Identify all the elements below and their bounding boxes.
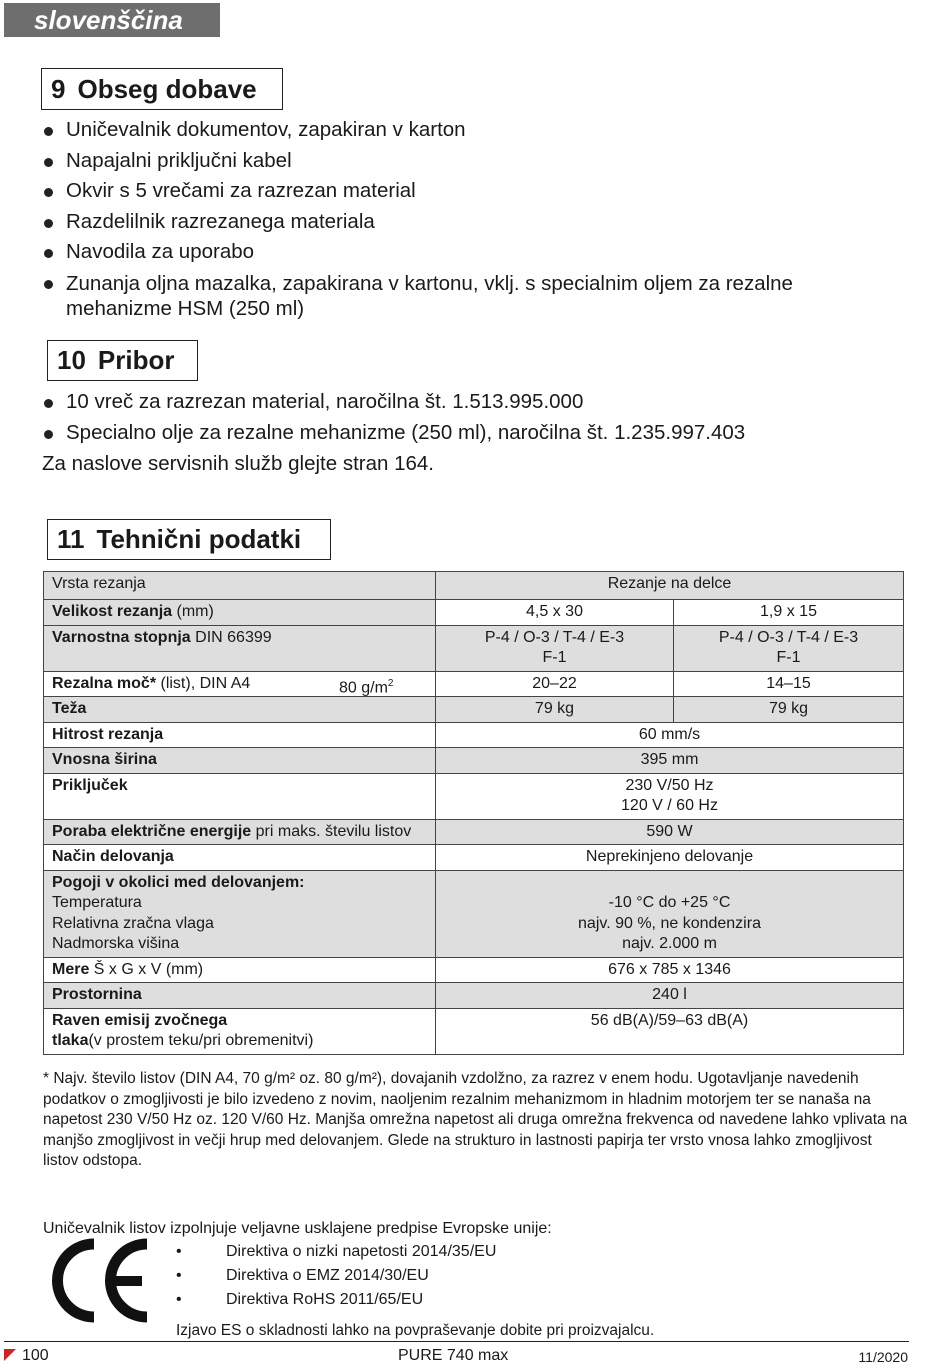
section-number: 9 <box>51 74 66 104</box>
section-title: Obseg dobave <box>77 74 257 104</box>
row-label: Raven emisij zvočnega tlaka(v prostem teku/pri obremenitvi) <box>44 1008 436 1054</box>
table-row <box>44 819 904 845</box>
list-item: • Direktiva RoHS 2011/65/EU <box>176 1288 496 1312</box>
directives-list <box>176 1240 496 1312</box>
cell-value: 230 V/50 Hz 120 V / 60 Hz <box>436 773 904 819</box>
row-label: Poraba električne energije pri maks. številu listov <box>44 819 436 845</box>
service-note: Za naslove servisnih služb glejte stran 164. <box>42 452 434 475</box>
list-item: Navodila za uporabo <box>42 237 872 268</box>
table-row <box>44 697 904 723</box>
list-item: • Direktiva o nizki napetosti 2014/35/EU <box>176 1240 496 1264</box>
list-item: 10 vreč za razrezan material, naročilna št. 1.513.995.000 <box>42 387 902 418</box>
table-row <box>44 748 904 774</box>
section-11-heading <box>47 519 331 560</box>
ce-mark-icon <box>50 1238 150 1323</box>
cell-value: 4,5 x 30 <box>436 600 674 626</box>
cell-value: Neprekinjeno delovanje <box>436 845 904 871</box>
row-label: Prostornina <box>44 983 436 1009</box>
section-number: 10 <box>57 345 86 375</box>
table-row <box>44 845 904 871</box>
table-row <box>44 625 904 671</box>
cell-value: 79 kg <box>436 697 674 723</box>
footer-divider <box>4 1341 909 1342</box>
page-marker-icon <box>4 1349 16 1361</box>
list-item: Napajalni priključni kabel <box>42 146 872 177</box>
row-label: Priključek <box>44 773 436 819</box>
table-row <box>44 773 904 819</box>
table-row <box>44 1008 904 1054</box>
row-label: Velikost rezanja (mm) <box>44 600 436 626</box>
row-label: Pogoji v okolici med delovanjem: Temperatura Relativna zračna vlaga Nadmorska višina <box>44 870 436 957</box>
cell-value: 56 dB(A)/59–63 dB(A) <box>436 1008 904 1054</box>
row-label: Vrsta rezanja <box>44 572 436 600</box>
cell-value: 590 W <box>436 819 904 845</box>
section-title: Tehnični podatki <box>96 524 302 554</box>
row-label: Hitrost rezanja <box>44 722 436 748</box>
cell-value: 79 kg <box>674 697 904 723</box>
row-label: Varnostna stopnja DIN 66399 <box>44 625 436 671</box>
table-row <box>44 671 904 697</box>
language-tab <box>4 3 220 37</box>
section-title: Pribor <box>97 345 175 375</box>
cell-value: 676 x 785 x 1346 <box>436 957 904 983</box>
language-label: slovenščina <box>34 5 183 35</box>
row-label: Rezalna moč* (list), DIN A4 80 $g/m^2$ <box>44 671 436 697</box>
table-row <box>44 957 904 983</box>
accessories-list <box>42 387 902 448</box>
delivery-list <box>42 115 872 321</box>
cell-value: -10 °C do +25 °C najv. 90 %, ne kondenzira najv. 2.000 m <box>436 870 904 957</box>
table-row <box>44 870 904 957</box>
declaration-note: Izjavo ES o skladnosti lahko na povpraševanje dobite pri proizvajalcu. <box>176 1322 655 1339</box>
list-item: Okvir s 5 vrečami za razrezan material <box>42 176 872 207</box>
list-item: • Direktiva o EMZ 2014/30/EU <box>176 1264 496 1288</box>
cell-value: Rezanje na delce <box>436 572 904 600</box>
cell-value: 14–15 <box>674 671 904 697</box>
row-label: Teža <box>44 697 436 723</box>
table-row <box>44 722 904 748</box>
row-label: Vnosna širina <box>44 748 436 774</box>
cell-value: 395 mm <box>436 748 904 774</box>
cell-value: 240 l <box>436 983 904 1009</box>
section-9-heading <box>41 68 283 110</box>
row-label: Način delovanja <box>44 845 436 871</box>
cell-value: 20–22 <box>436 671 674 697</box>
cell-value: 1,9 x 15 <box>674 600 904 626</box>
table-row <box>44 983 904 1009</box>
table-row <box>44 572 904 600</box>
publication-date: 11/2020 <box>858 1349 908 1365</box>
footnote: * Najv. število listov (DIN A4, 70 g/m² oz. 80 g/m²), dovajanih vzdolžno, za razrez v enem hodu. Ugotavljanje navedenih podatkov o zmogljivosti je bilo izvedeno z novim, naoljenim rezalnim mehanizmom in hladnim motorjem ter se nanaša na napetost 230 V/50 Hz oz. 120 V/60 Hz. Manjša omrežna napetost ali druga omrežna frekvenca od navedene lahko vplivata na manjšo zmogljivost in večji hrup med delovanjem. Glede na strukturo in lastnosti papirja ter vrsto vnosa lahko zmogljivost listov odstopa. <box>43 1070 908 1169</box>
list-item: Uničevalnik dokumentov, zapakiran v karton <box>42 115 872 146</box>
list-item: Zunanja oljna mazalka, zapakirana v kartonu, vklj. s specialnim oljem za rezalne mehanizme HSM (250 ml) <box>42 268 872 321</box>
table-row <box>44 600 904 626</box>
list-item: Specialno olje za rezalne mehanizme (250 ml), naročilna št. 1.235.997.403 <box>42 418 902 449</box>
cell-value: 60 mm/s <box>436 722 904 748</box>
compliance-statement: Uničevalnik listov izpolnjuje veljavne usklajene predpise Evropske unije: <box>43 1220 552 1237</box>
cell-value: P-4 / O-3 / T-4 / E-3 F-1 <box>674 625 904 671</box>
product-name: PURE 740 max <box>398 1347 509 1364</box>
section-number: 11 <box>57 524 85 554</box>
list-item: Razdelilnik razrezanega materiala <box>42 207 872 238</box>
cell-value: P-4 / O-3 / T-4 / E-3 F-1 <box>436 625 674 671</box>
row-label: Mere Š x G x V (mm) <box>44 957 436 983</box>
page-number: 100 <box>4 1347 49 1365</box>
technical-data-table <box>43 571 904 1055</box>
section-10-heading <box>47 340 198 381</box>
